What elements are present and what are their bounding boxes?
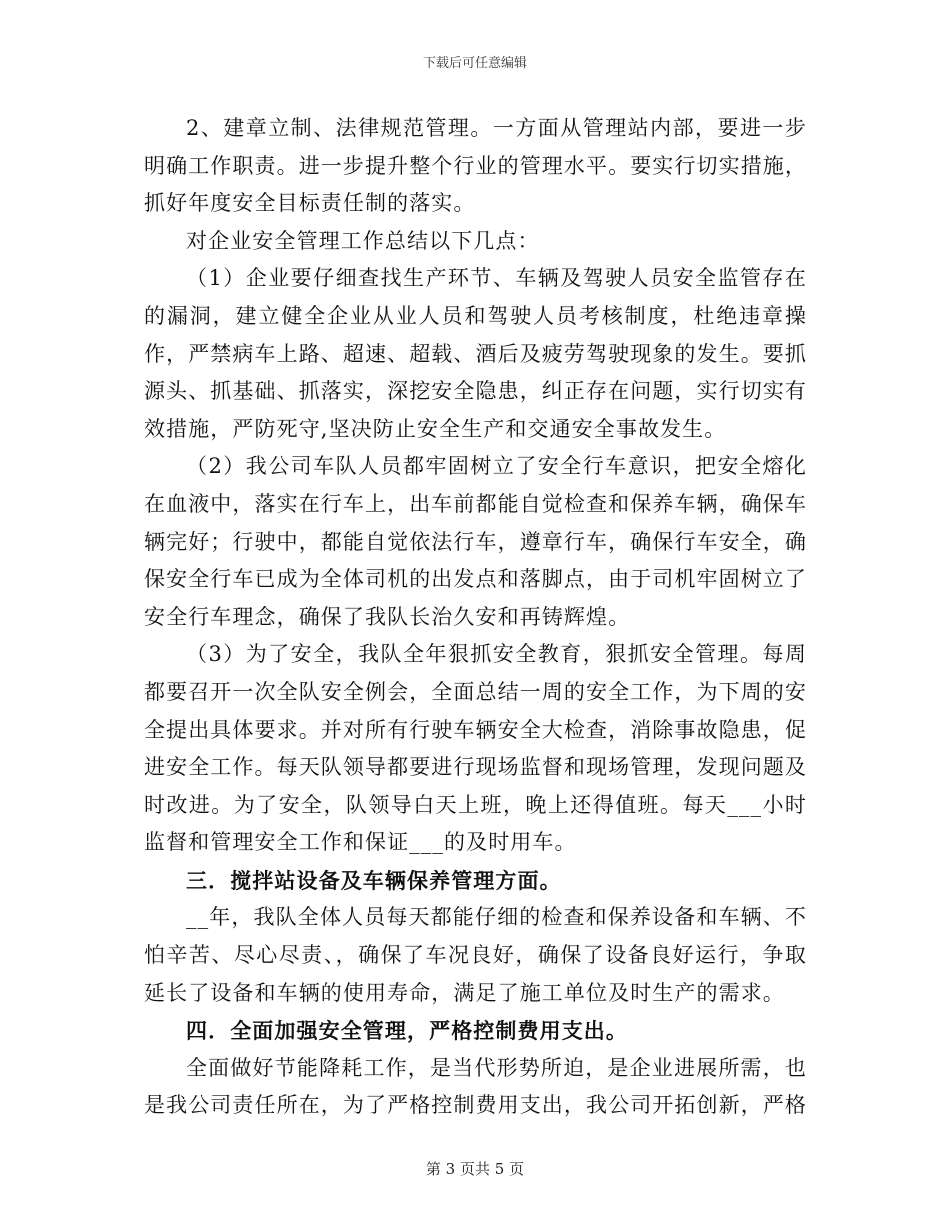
paragraph-maintenance: __年，我队全体人员每天都能仔细的检查和保养设备和车辆、不怕辛苦、尽心尽责、，确保了车况良好，确保了设备良好运行，争取延长了设备和车辆的使用寿命，满足了施工单位及时生产的需求。 xyxy=(144,905,807,1005)
paragraph-management-rules: 2、建章立制、法律规范管理。一方面从管理站内部，要进一步明确工作职责。进一步提升整个行业的管理水平。要实行切实措施，抓好年度安全目标责任制的落实。 xyxy=(144,116,807,216)
paragraph-point-1: （1）企业要仔细查找生产环节、车辆及驾驶人员安全监管存在的漏洞，建立健全企业从业人员和驾驶人员考核制度，杜绝违章操作，严禁病车上路、超速、超载、酒后及疲劳驾驶现象的发生。要抓源头、抓基础、抓落实，深挖安全隐患，纠正存在问题，实行切实有效措施，严防死守,坚决防止安全生产和交通安全事故发生。 xyxy=(144,266,807,441)
paragraph-summary-intro: 对企业安全管理工作总结以下几点： xyxy=(186,228,540,253)
paragraph-point-2: （2）我公司车队人员都牢固树立了安全行车意识，把安全熔化在血液中，落实在行车上，出车前都能自觉检查和保养车辆，确保车辆完好；行驶中，都能自觉依法行车，遵章行车，确保行车安全，确保安全行车已成为全体司机的出发点和落脚点，由于司机牢固树立了安全行车理念，确保了我队长治久安和再铸辉煌。 xyxy=(144,454,807,629)
page-footer: 第 3 页共 5 页 xyxy=(425,1160,525,1178)
document-body xyxy=(144,110,807,1125)
section-heading-4: 四．全面加强安全管理，严格控制费用支出。 xyxy=(186,1018,628,1044)
section-heading-3: 三．搅拌站设备及车辆保养管理方面。 xyxy=(186,867,562,893)
paragraph-cost-control: 全面做好节能降耗工作，是当代形势所迫，是企业进展所需，也是我公司责任所在，为了严格控制费用支出，我公司开拓创新，严格 xyxy=(144,1055,807,1118)
page-header: 下载后可任意编辑 xyxy=(422,56,527,71)
paragraph-point-3: （3）为了安全，我队全年狠抓安全教育，狠抓安全管理。每周都要召开一次全队安全例会，全面总结一周的安全工作，为下周的安全提出具体要求。并对所有行驶车辆安全大检查，消除事故隐患，促进安全工作。每天队领导都要进行现场监督和现场管理，发现问题及时改进。为了安全，队领导白天上班，晚上还得值班。每天___小时监督和管理安全工作和保证___的及时用车。 xyxy=(144,642,807,855)
